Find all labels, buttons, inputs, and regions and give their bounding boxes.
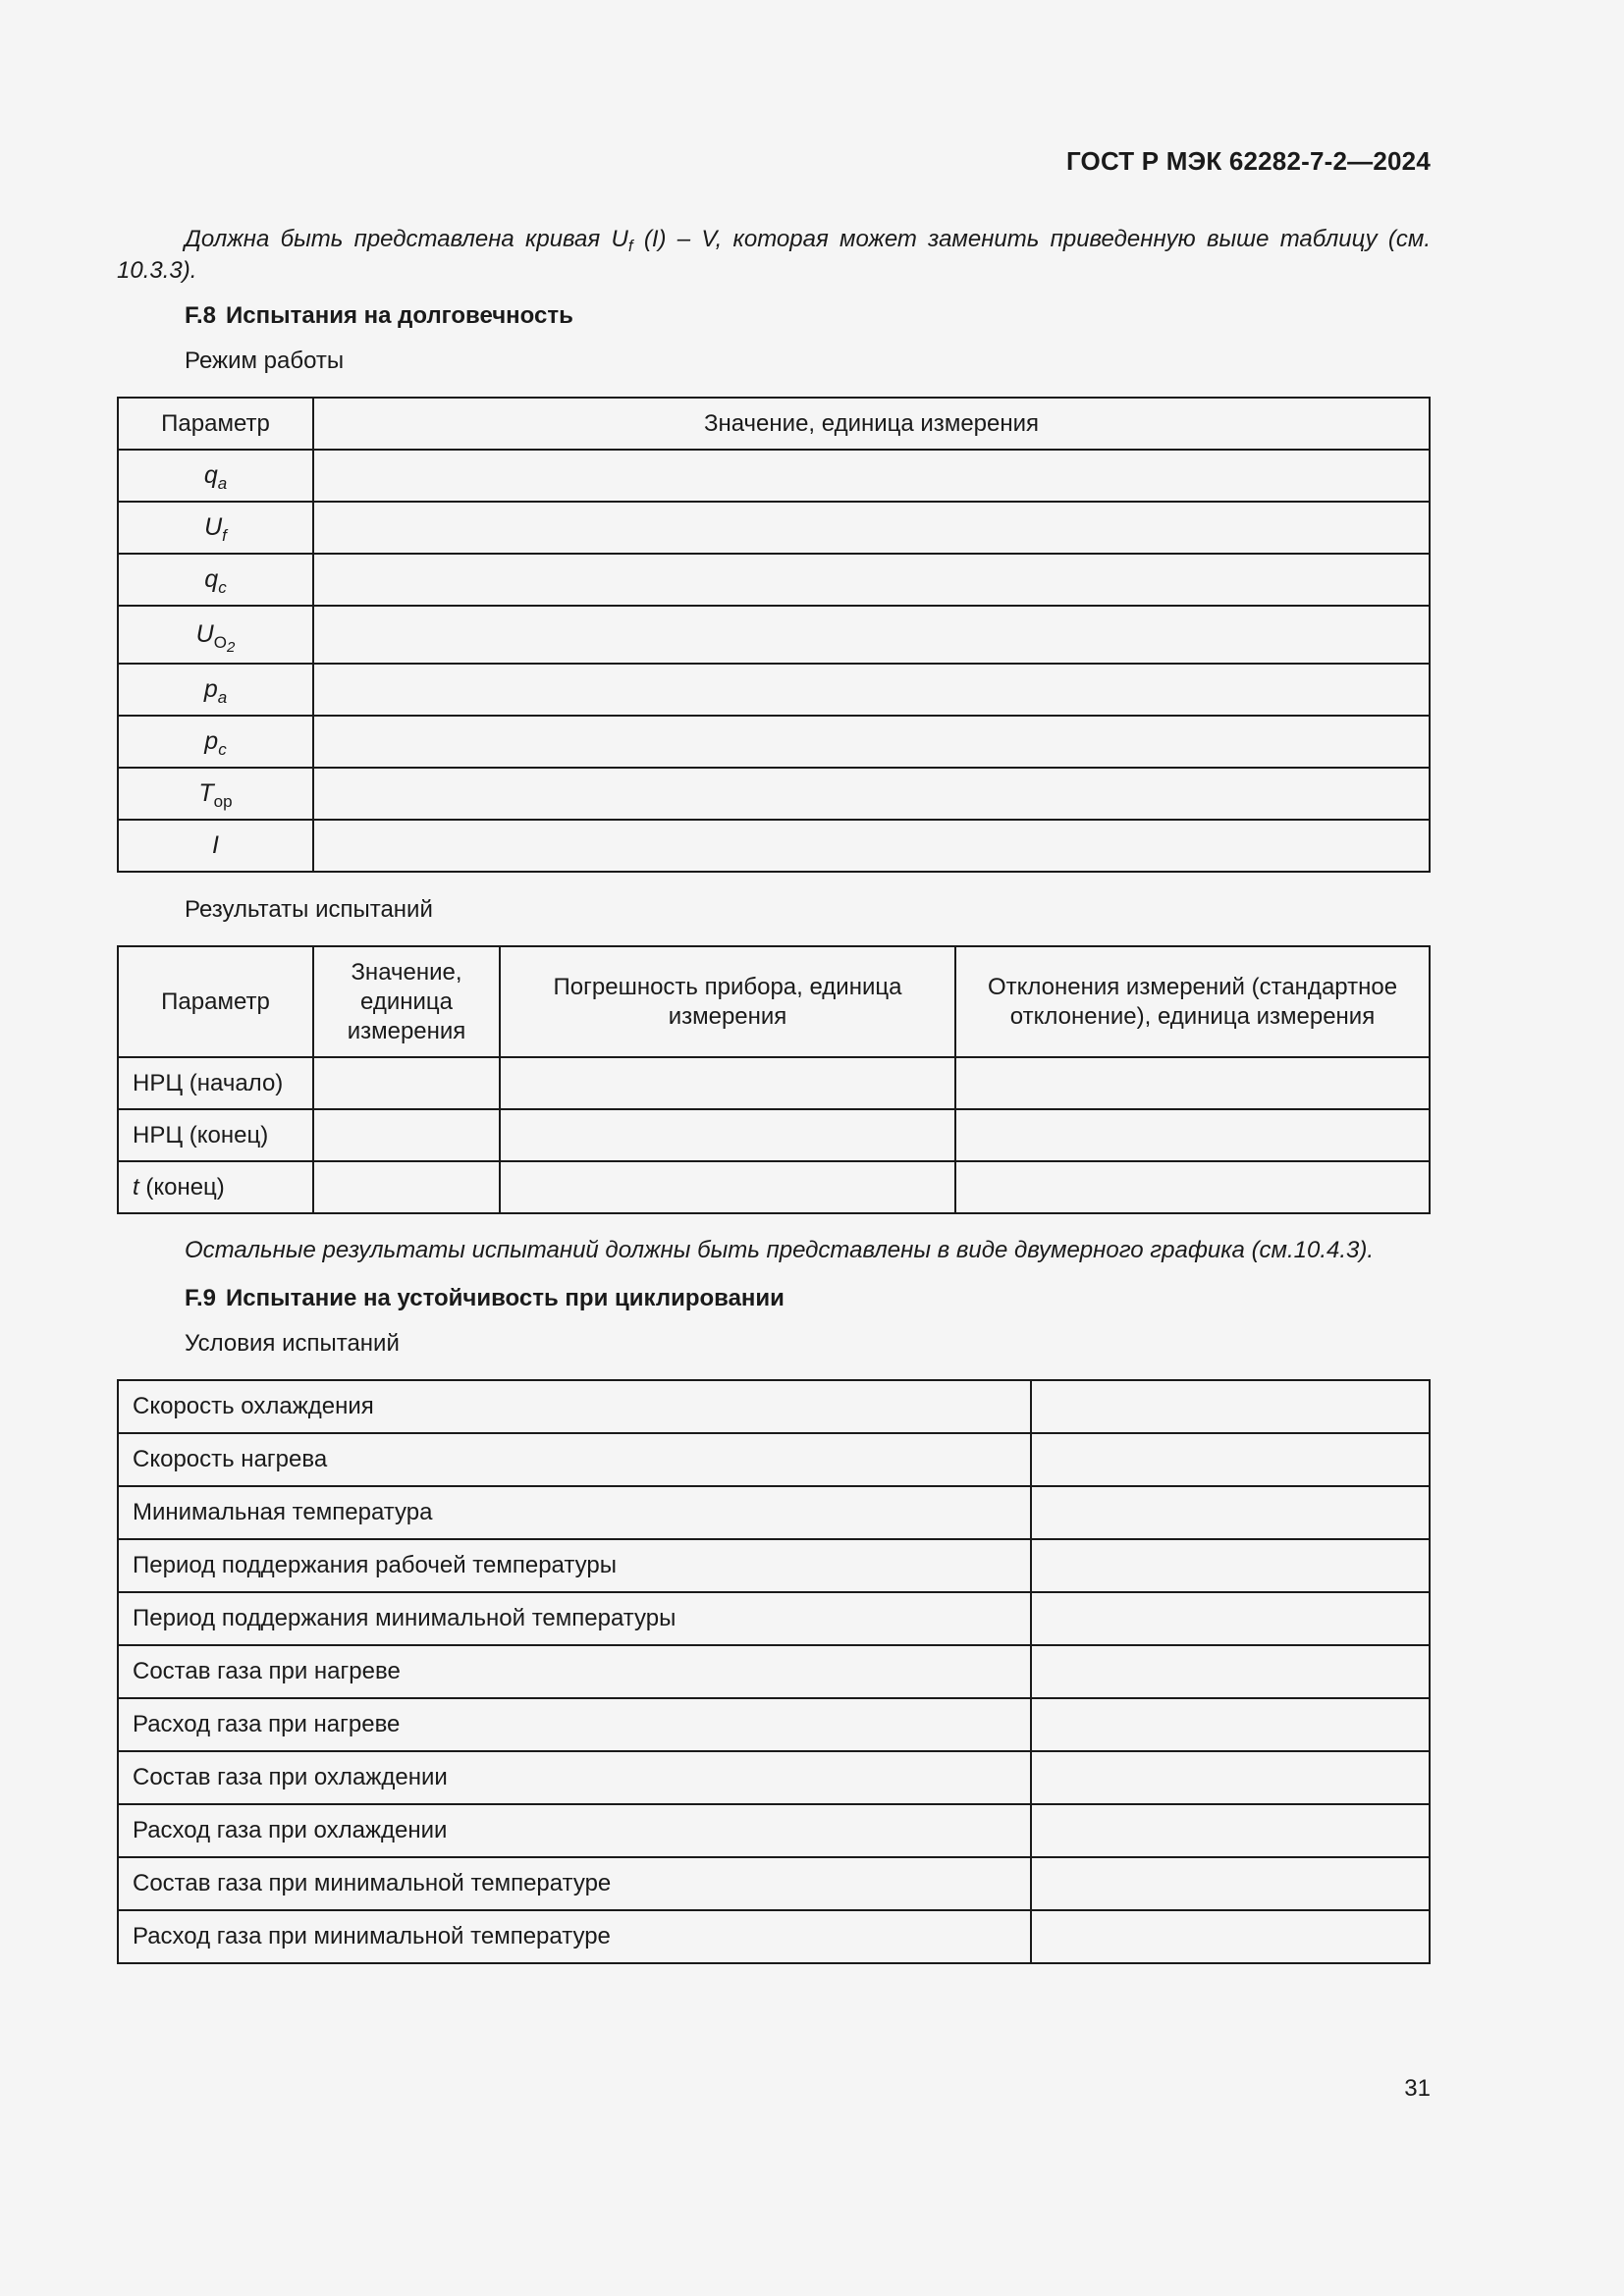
condition-value-cell[interactable]	[1031, 1804, 1430, 1857]
mode-symbol-cell	[118, 450, 313, 502]
results-label-cell	[118, 1057, 313, 1109]
test-results-table	[117, 945, 1431, 1214]
condition-label: Расход газа при нагреве	[118, 1698, 1031, 1751]
document-header: ГОСТ Р МЭК 62282-7-2—2024	[1065, 146, 1431, 176]
mode-symbol-cell	[118, 502, 313, 554]
mode-row	[118, 768, 1430, 820]
condition-value-cell[interactable]	[1031, 1751, 1430, 1804]
results-header-accuracy: Погрешность прибора, единица измерения	[500, 946, 955, 1057]
condition-value-cell[interactable]	[1031, 1645, 1430, 1698]
mode-symbol-cell	[118, 664, 313, 716]
mode-value-cell[interactable]	[313, 768, 1430, 820]
mode-value-cell[interactable]	[313, 820, 1430, 872]
condition-row	[118, 1486, 1430, 1539]
symbol-main: q	[203, 461, 218, 489]
symbol-subscript: a	[217, 688, 228, 707]
results-note: Остальные результаты испытаний должны быть представлены в виде двумерного графика (см.10.4.3).	[185, 1237, 1375, 1263]
condition-label: Скорость нагрева	[118, 1433, 1031, 1486]
mode-row	[118, 820, 1430, 872]
symbol-main: I	[212, 831, 219, 859]
results-label-text: (конец)	[138, 1173, 225, 1201]
mode-row	[118, 450, 1430, 502]
results-empty-cell[interactable]	[313, 1109, 500, 1161]
condition-row	[118, 1645, 1430, 1698]
condition-row	[118, 1698, 1430, 1751]
condition-label: Состав газа при охлаждении	[118, 1751, 1031, 1804]
condition-value-cell[interactable]	[1031, 1539, 1430, 1592]
results-empty-cell[interactable]	[500, 1109, 955, 1161]
mode-value-cell[interactable]	[313, 502, 1430, 554]
results-row	[118, 1057, 1430, 1109]
condition-value-cell[interactable]	[1031, 1910, 1430, 1963]
section-f8-title: Испытания на долговечность	[226, 302, 573, 329]
mode-header-value: Значение, единица измерения	[313, 398, 1430, 450]
mode-symbol-cell	[118, 554, 313, 606]
mode-value-cell[interactable]	[313, 554, 1430, 606]
section-f9-heading	[185, 1285, 785, 1312]
intro-paragraph	[117, 224, 1431, 287]
section-f8-heading	[185, 302, 573, 330]
condition-row	[118, 1857, 1430, 1910]
symbol-sub-subscript: 2	[226, 639, 236, 656]
symbol-main: q	[204, 565, 219, 593]
symbol-subscript: op	[213, 792, 233, 811]
mode-row	[118, 554, 1430, 606]
results-row	[118, 1109, 1430, 1161]
results-label: Результаты испытаний	[185, 896, 433, 923]
results-empty-cell[interactable]	[313, 1057, 500, 1109]
mode-row	[118, 502, 1430, 554]
results-label-cell	[118, 1109, 313, 1161]
condition-row	[118, 1804, 1430, 1857]
mode-header-parameter: Параметр	[118, 398, 313, 450]
symbol-subscript: f	[222, 526, 227, 545]
symbol-subscript: c	[218, 740, 227, 759]
mode-label: Режим работы	[185, 347, 345, 374]
mode-row	[118, 606, 1430, 664]
symbol-subscript: O2	[213, 633, 236, 656]
condition-value-cell[interactable]	[1031, 1380, 1430, 1433]
results-empty-cell[interactable]	[313, 1161, 500, 1213]
intro-text-paren: (	[632, 226, 652, 252]
condition-row	[118, 1380, 1430, 1433]
condition-label: Период поддержания минимальной температуры	[118, 1592, 1031, 1645]
intro-subscript: f	[627, 237, 633, 255]
condition-label: Скорость охлаждения	[118, 1380, 1031, 1433]
condition-value-cell[interactable]	[1031, 1698, 1430, 1751]
intro-text-start: Должна быть представлена кривая U	[185, 226, 628, 252]
condition-value-cell[interactable]	[1031, 1433, 1430, 1486]
results-row	[118, 1161, 1430, 1213]
symbol-subscript: c	[218, 578, 227, 597]
mode-symbol-cell	[118, 820, 313, 872]
condition-label: Состав газа при минимальной температуре	[118, 1857, 1031, 1910]
condition-row	[118, 1592, 1430, 1645]
test-conditions-table	[117, 1379, 1431, 1964]
condition-row	[118, 1751, 1430, 1804]
mode-row	[118, 664, 1430, 716]
results-header-value: Значение, единица измерения	[313, 946, 500, 1057]
mode-value-cell[interactable]	[313, 450, 1430, 502]
symbol-main: U	[204, 513, 223, 541]
results-empty-cell[interactable]	[955, 1109, 1430, 1161]
conditions-label: Условия испытаний	[185, 1330, 400, 1357]
mode-row	[118, 716, 1430, 768]
intro-text-end: ) – V, которая может заменить приведенную выше таблицу (см. 10.3.3).	[117, 226, 1431, 284]
symbol-main: U	[195, 620, 214, 648]
condition-row	[118, 1539, 1430, 1592]
symbol-main: p	[203, 675, 218, 703]
results-label-cell	[118, 1161, 313, 1213]
condition-label: Расход газа при охлаждении	[118, 1804, 1031, 1857]
condition-row	[118, 1910, 1430, 1963]
section-f9-number: F.9	[185, 1285, 217, 1311]
condition-row	[118, 1433, 1430, 1486]
page-number: 31	[1404, 2075, 1431, 2102]
condition-label: Расход газа при минимальной температуре	[118, 1910, 1031, 1963]
results-header-parameter: Параметр	[118, 946, 313, 1057]
condition-label: Состав газа при нагреве	[118, 1645, 1031, 1698]
symbol-main: T	[198, 779, 214, 807]
condition-value-cell[interactable]	[1031, 1486, 1430, 1539]
section-f9-title: Испытание на устойчивость при циклировании	[226, 1285, 785, 1311]
section-f8-number: F.8	[185, 302, 217, 329]
operating-mode-table	[117, 397, 1431, 873]
results-empty-cell[interactable]	[500, 1161, 955, 1213]
mode-symbol-cell	[118, 606, 313, 664]
mode-symbol-cell	[118, 768, 313, 820]
symbol-subscript: a	[217, 474, 228, 493]
mode-value-cell[interactable]	[313, 664, 1430, 716]
mode-value-cell[interactable]	[313, 606, 1430, 664]
results-empty-cell[interactable]	[955, 1057, 1430, 1109]
results-header-deviation: Отклонения измерений (стандартное отклонение), единица измерения	[955, 946, 1430, 1057]
mode-symbol-cell	[118, 716, 313, 768]
condition-label: Период поддержания рабочей температуры	[118, 1539, 1031, 1592]
symbol-main: p	[204, 727, 219, 755]
condition-value-cell[interactable]	[1031, 1857, 1430, 1910]
results-label-symbol: t	[133, 1173, 139, 1201]
mode-value-cell[interactable]	[313, 716, 1430, 768]
results-empty-cell[interactable]	[500, 1057, 955, 1109]
results-label-text: НРЦ (конец)	[133, 1121, 269, 1148]
results-label-text: НРЦ (начало)	[133, 1069, 284, 1096]
condition-value-cell[interactable]	[1031, 1592, 1430, 1645]
intro-i-symbol: I	[651, 226, 659, 252]
condition-label: Минимальная температура	[118, 1486, 1031, 1539]
results-empty-cell[interactable]	[955, 1161, 1430, 1213]
